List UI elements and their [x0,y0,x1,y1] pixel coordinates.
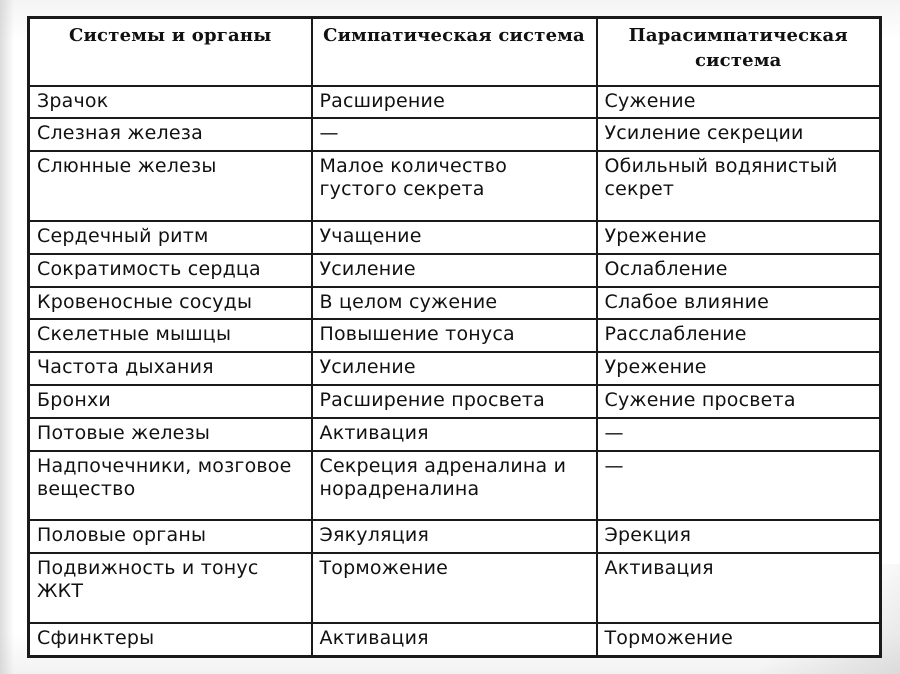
organ-cell: Слезная железа [29,118,312,151]
comparison-table [27,16,882,658]
sympathetic-cell: Активация [312,418,597,451]
parasympathetic-cell: — [597,418,881,451]
organ-cell: Частота дыхания [29,352,312,385]
parasympathetic-cell: Сужение [597,86,881,119]
organ-cell: Слюнные железы [29,151,312,221]
organ-cell: Надпочечники, мозговое вещество [29,451,312,521]
parasympathetic-cell: Расслабление [597,319,881,352]
organ-cell: Сердечный ритм [29,221,312,254]
sympathetic-cell: Эякуляция [312,520,597,553]
table-row [29,553,881,623]
table-row [29,520,881,553]
sympathetic-cell: Активация [312,623,597,657]
organ-cell: Зрачок [29,86,312,119]
organ-cell: Половые органы [29,520,312,553]
slide-left-shadow [0,0,14,674]
parasympathetic-cell: Ослабление [597,254,881,287]
table-row [29,287,881,320]
organ-cell: Потовые железы [29,418,312,451]
parasympathetic-cell: Урежение [597,221,881,254]
table-row [29,451,881,521]
organ-cell: Скелетные мышцы [29,319,312,352]
organ-cell: Сфинктеры [29,623,312,657]
table-row [29,221,881,254]
table-row [29,254,881,287]
table-row [29,418,881,451]
organ-cell: Бронхи [29,385,312,418]
header-row [29,18,881,86]
organ-cell: Сократимость сердца [29,254,312,287]
sympathetic-cell: Малое количество густого секрета [312,151,597,221]
sympathetic-cell: Усиление [312,254,597,287]
parasympathetic-cell: Обильный водянистый секрет [597,151,881,221]
parasympathetic-cell: Урежение [597,352,881,385]
sympathetic-cell: Расширение [312,86,597,119]
table-row [29,352,881,385]
sympathetic-cell: Расширение просвета [312,385,597,418]
organ-cell: Подвижность и тонус ЖКТ [29,553,312,623]
sympathetic-cell: Учащение [312,221,597,254]
table-row [29,319,881,352]
sympathetic-cell: Торможение [312,553,597,623]
sympathetic-cell: — [312,118,597,151]
header-parasympathetic: Парасимпатическая система [597,18,881,86]
parasympathetic-cell: Активация [597,553,881,623]
table-row [29,151,881,221]
table-row [29,118,881,151]
parasympathetic-cell: Торможение [597,623,881,657]
parasympathetic-cell: — [597,451,881,521]
header-organs: Системы и органы [29,18,312,86]
parasympathetic-cell: Слабое влияние [597,287,881,320]
sympathetic-cell: В целом сужение [312,287,597,320]
table-row [29,623,881,657]
table-row [29,86,881,119]
header-sympathetic: Симпатическая система [312,18,597,86]
sympathetic-cell: Повышение тонуса [312,319,597,352]
table-row [29,385,881,418]
organ-cell: Кровеносные сосуды [29,287,312,320]
parasympathetic-cell: Эрекция [597,520,881,553]
parasympathetic-cell: Усиление секреции [597,118,881,151]
sympathetic-cell: Секреция адреналина и норадреналина [312,451,597,521]
sympathetic-cell: Усиление [312,352,597,385]
parasympathetic-cell: Сужение просвета [597,385,881,418]
